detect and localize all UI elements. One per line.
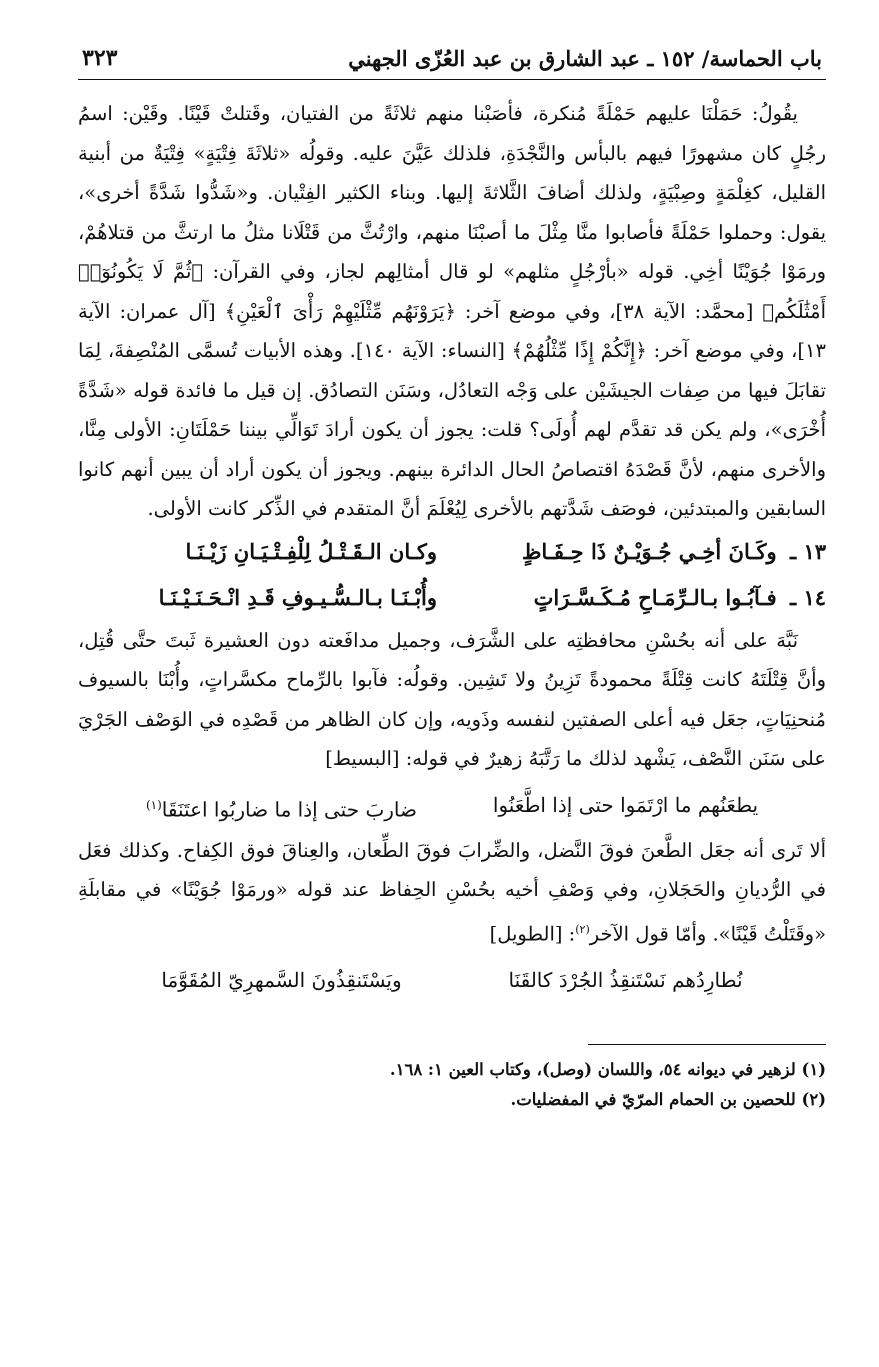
footnote-ref-2[interactable]: (٢) [575,922,590,936]
verse-number: ١٣ ـ [789,538,826,564]
chapter-title: باب الحماسة/ ١٥٢ ـ عبد الشارق بن عبد العُزّى الجهني [348,46,822,71]
book-page [78,44,826,1344]
footnotes [78,1055,826,1115]
verse-text: فـآبُـوا بـالـرِّمَـاحِ مُـكَـسَّـرَاتٍ [533,584,777,610]
main-text [78,94,826,1006]
verse-text: وكَـانَ أخِـي جُـوَيْـنٌ ذَا حِـفَـاظٍ [521,538,777,564]
verse-first-hemistich [467,529,826,575]
verse-14 [78,575,826,621]
verse-second-hemistich: وأُبْـنَـا بـالـسُّـيـوفِ قَـدِ انْـحَـنَـيْـنَـا [158,584,438,610]
quoted-verse-second: ويَسْتَنقِذُونَ السَّمهرِيّ المُقَوَّمَا [161,967,402,992]
verse-number: ١٤ ـ [789,584,826,610]
page-number: ٣٢٣ [82,45,118,71]
verse-first-hemistich [467,575,826,621]
verse-13 [78,529,826,575]
footnote-2: (٢) للحصين بن الحمام المرّيّ في المفضليات. [510,1089,826,1109]
footnote-separator [588,1044,826,1045]
footnote-1: (١) لزهير في ديوانه ٥٤، واللسان (وصل)، وكتاب العين ١: ١٦٨. [389,1059,826,1079]
quoted-verse-husain [78,954,826,1006]
footnote-ref-1[interactable]: (١) [145,797,162,812]
quoted-verse-zuhair [78,779,826,831]
commentary-paragraph-2: نَبَّهَ على أنه بحُسْنِ محافظتِه على الشَّرَف، وجميل مدافَعته دون العشيرة ثَبتَ حتَّى قُتِل، وأنَّ قِتْلَتَهُ كانت قِتْلَةً محمودةً تَزِينُ ولا تَشِين. وقولُه: فآبوا بالرِّماح مكسَّراتٍ، وأُبْنَا بالسيوف مُنحنِيَاتٍ، جعَل فيه أعلى الصفتين لنفسه وذَويه، وإن كان الظاهر من قَصْدِه في الوَصْف الجَرْيَ على سَنَن النَّصْف، يَشْهد لذلك ما رَتَّبَهُ زهيرٌ في قوله: [البسيط] [78,628,826,770]
verse-second-hemistich: وكـان الـقَـتْـلُ لِلْفِـتْـيَـانِ زَيْـنَـا [185,538,438,564]
quoted-verse-first: يطعَنُهم ما ارْتَمَوا حتى إذا اطَّعَنُوا [492,792,759,817]
commentary-paragraph-3: ألا تَرى أنه جعَل الطَّعنَ فوقَ النَّضل، والضِّرابَ فوقَ الطِّعان، والعِناقَ فوق الكِفاح. وكذلك فعَل في الرُّديانِ والحَجَلانِ، وفي وَصْفِ أخيه بحُسْنِ الحِفاظ عند قوله «ورمَوْا جُوَيْنًا» في مقابلَةِ «وقَتَلْتُ قَيْنًا». وأمّا قول الآخر$^{(٢)}$: [الطويل] [78,838,826,945]
running-head [78,44,826,80]
quoted-verse-first: نُطارِدُهم نَسْتَنقِذُ الجُرْدَ كالقَنَا [508,967,743,992]
quoted-verse-second: ضاربَ حتى إذا ما ضاربُوا اعتَنَقَا$^{(١)}$ [145,797,418,822]
commentary-paragraph: يقُولُ: حَمَلْنَا عليهم حَمْلَةً مُنكرة، فأصَبْنا منهم ثلاثَةً من الفتيان، وقَتلتْ قَيْنًا. وقَيْن: اسمُ رجُلٍ كان مشهورًا فيهم بالبأس والنَّجْدَةِ، فلذلك عَيَّنَ عليه. وقولُه «ثلاثَةَ فِتْيَةٍ» فِتْيَةٌ من أبنية القليل، كغِلْمَةٍ وصِبْيَةٍ، ولذلك أضافَ الثَّلاثةَ إليها. وبناء الكثير الفِتْيان. و«شَدُّوا شَدَّةً أخرى»، يقول: وحملوا حَمْلَةً فأصابوا منَّا مِثْلَ ما أصبْنَا منهم، وارْتُثَّ من قَتْلَانا مثلُ ما ارتثَّ من قتلاهُمْ، ورمَوْا جُوَيْنًا أخِي. قوله «بأرْجُلٍ مثلهم» لو قال أمثالِهم لجاز، وفي القرآن: ﴿ثُمَّ لَا يَكُونُوٓا۟ أَمْثَٰلَكُم﴾ [محمَّد: الآية ٣٨]، وفي موضع آخر: ﴿يَرَوْنَهُم مِّثْلَيْهِمْ رَأْىَ ٱلْعَيْنِ﴾ [آل عمران: الآية ١٣]، وفي موضع آخر: ﴿إِنَّكُمْ إِذًا مِّثْلُهُمْ﴾ [النساء: الآية ١٤٠]. وهذه الأبيات تُسمَّى المُنْصِفةَ، لِمَا تقابَلَ فيها من صِفات الجيشَيْن على وَجْه التعادُل، وسَنَن التصادُق. إن قيل ما فائدة قوله «شَدَّةً أُخْرَى»، ولم يكن قد تقدَّم لهم أُولَى؟ قلت: يجوز أن يكون أرادَ تَوَالِّي بيننا حَمْلَتَانِ: الأولى مِنَّا، والأخرى منهم، لأنَّ قَصْدَهُ اقتصاصُ الحال الدائرة بينهم. ويجوز أن يكون أراد أن يبين أنهم كانوا السابقين والمبتدئين، فوصَف شَدَّتهم بالأخرى لِيُعْلَمَ أنَّ المتقدم في الذِّكر كانت الأولى. [78,102,826,520]
